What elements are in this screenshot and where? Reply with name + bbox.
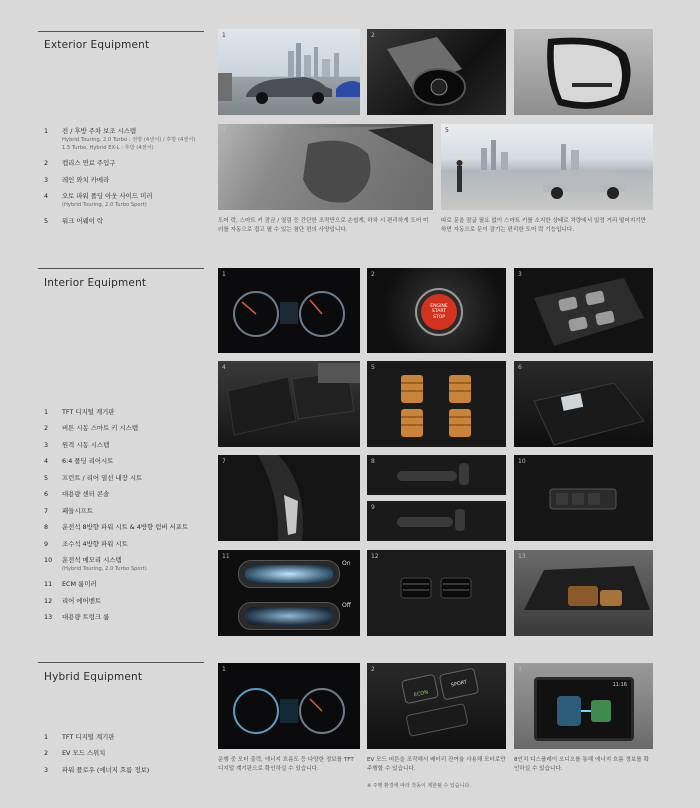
screen-time: 11:16 bbox=[612, 682, 627, 688]
memory-buttons-art bbox=[514, 455, 653, 541]
side-mirror-art bbox=[514, 29, 653, 115]
interior-item: 13 대용량 트렁크 룸 bbox=[44, 613, 110, 622]
interior-list bbox=[44, 408, 219, 630]
exterior-caption-5: 따로 문을 잠글 필요 없이 스마트 키를 소지한 상태로 차량에서 일정 거리 떨어지기만 하면 자동으로 문이 잠기는 편리한 도어 락 기능입니다. bbox=[441, 218, 647, 233]
interior-photo-memory-system: 10 bbox=[514, 455, 653, 541]
interior-item: 12 리어 에어벤트 bbox=[44, 596, 102, 605]
center-console-art bbox=[514, 361, 653, 447]
rear-seat-art bbox=[218, 361, 360, 447]
interior-photo-rear-seat: 4 bbox=[218, 361, 360, 447]
hybrid-photo-power-flow: 3 11:16 bbox=[514, 663, 653, 749]
passenger-seat-switch-art bbox=[367, 501, 506, 541]
sedan-city-art bbox=[218, 29, 360, 115]
econ-button: ECON bbox=[401, 674, 439, 705]
hybrid-photo-tft-cluster: 1 bbox=[218, 663, 360, 749]
interior-photo-driver-power-seat: 8 bbox=[367, 455, 506, 495]
exterior-photo-sedan-city: 1 bbox=[218, 29, 360, 115]
hybrid-title: Hybrid Equipment bbox=[44, 671, 143, 683]
hybrid-cluster-art bbox=[218, 663, 360, 749]
ecm-on-label: On bbox=[342, 560, 351, 567]
smart-key-art bbox=[514, 268, 653, 353]
interior-item: 5 프런트 / 리어 열선 내장 시트 bbox=[44, 473, 143, 482]
hybrid-rule bbox=[38, 662, 204, 663]
display-audio-screen bbox=[534, 677, 634, 741]
hybrid-photo-ev-switch: 2 ECON SPORT bbox=[367, 663, 506, 749]
hybrid-list bbox=[44, 733, 219, 782]
hybrid-caption-1: 운행 중 모터 출력, 에너지 흐름도 등 다양한 정보를 TFT 디지털 계기판으로 확인하실 수 있습니다. bbox=[218, 757, 354, 772]
driver-seat-switch-art bbox=[367, 455, 506, 495]
exterior-title: Exterior Equipment bbox=[44, 39, 150, 51]
interior-title: Interior Equipment bbox=[44, 277, 147, 289]
exterior-item: 2 캡리스 연료 주입구 bbox=[44, 159, 116, 168]
sport-button: SPORT bbox=[439, 668, 480, 701]
rear-vent-art bbox=[367, 550, 506, 636]
exterior-item: 5 워크 어웨이 락 bbox=[44, 216, 104, 225]
hybrid-item: 2 EV 모드 스위치 bbox=[44, 749, 106, 758]
interior-item: 10 운전석 메모리 시스템 (Hybrid Touring, 2.0 Turbo Sport) bbox=[44, 555, 147, 572]
interior-item: 6 대용량 센터 콘솔 bbox=[44, 490, 110, 499]
folding-mirror-art bbox=[218, 124, 433, 210]
exterior-rule bbox=[38, 31, 204, 32]
ecm-off-label: Off bbox=[342, 602, 351, 609]
heated-seats-art bbox=[367, 361, 506, 447]
exterior-caption-4: 도어 락, 스마트 키 잠금 / 열림 등 간단한 조작만으로 손쉽게, 하차 시 편리하게 도어 미러를 자동으로 접고 펼 수 있는 첨단 편의 사양입니다. bbox=[218, 218, 429, 233]
interior-item: 4 6:4 폴딩 리어시트 bbox=[44, 457, 114, 466]
hybrid-item: 3 파워 플로우 (에너지 흐름 정보) bbox=[44, 765, 150, 774]
interior-item: 7 패들시프트 bbox=[44, 506, 93, 515]
interior-photo-start-button: 2 ENGINE START STOP bbox=[367, 268, 506, 353]
exterior-photo-folding-mirror: 4 bbox=[218, 124, 433, 210]
ev-mode-button bbox=[405, 703, 468, 737]
interior-item: 3 원격 시동 시스템 bbox=[44, 440, 110, 449]
interior-photo-passenger-power-seat: 9 bbox=[367, 501, 506, 541]
exterior-item: 3 레인 와치 카메라 bbox=[44, 175, 110, 184]
interior-item: 8 운전석 8방향 파워 시트 & 4방향 럼버 서포트 bbox=[44, 523, 189, 532]
interior-item: 11 ECM 룸미러 bbox=[44, 580, 97, 589]
walk-away-art bbox=[441, 124, 653, 210]
fuel-inlet-art bbox=[367, 29, 506, 115]
hybrid-item: 1 TFT 디지털 계기판 bbox=[44, 733, 115, 741]
exterior-item: 4 오토 파워 폴딩 아웃 사이드 미러 (Hybrid Touring, 2.0 Turbo Sport) bbox=[44, 192, 153, 208]
interior-item: 1 TFT 디지털 계기판 bbox=[44, 408, 115, 416]
hybrid-caption-3: 8인치 디스플레이 오디오를 통해 에너지 흐름 정보를 확인하실 수 있습니다. bbox=[514, 757, 649, 772]
interior-rule bbox=[38, 268, 204, 269]
interior-photo-heated-seats: 5 bbox=[367, 361, 506, 447]
exterior-item: 1 전 / 후방 주차 보조 시스템 Hybrid Touring, 2.0 Turbo : 전방 (4센서) / 후방 (4센서) 1.5 Turbo, Hybrid EX-L : 후방 (4센서) bbox=[44, 127, 196, 151]
hybrid-note-2: ※ 주행 환경에 따라 작동이 제한될 수 있습니다. bbox=[367, 783, 471, 789]
interior-photo-center-console: 6 bbox=[514, 361, 653, 447]
hybrid-caption-2: EV 모드 버튼을 조작해서 배터리 잔여율 사용해 모터로만 주행할 수 있습니다. bbox=[367, 757, 506, 772]
interior-item: 2 버튼 시동 스마트 키 시스템 bbox=[44, 424, 139, 433]
interior-photo-paddle-shifter: 7 bbox=[218, 455, 360, 541]
exterior-photo-fuel-inlet: 2 bbox=[367, 29, 506, 115]
engine-start-button: ENGINE START STOP bbox=[415, 288, 463, 336]
exterior-photo-walk-away: 5 bbox=[441, 124, 653, 210]
interior-photo-tft-cluster: 1 bbox=[218, 268, 360, 353]
interior-photo-smart-key: 3 bbox=[514, 268, 653, 353]
paddle-shifter-art bbox=[218, 455, 360, 541]
interior-item: 9 조수석 4방향 파워 시트 bbox=[44, 539, 128, 548]
tft-cluster-art bbox=[218, 268, 360, 353]
interior-photo-ecm-mirror: 11 On Off bbox=[218, 550, 360, 636]
trunk-art bbox=[514, 550, 653, 636]
interior-photo-trunk: 13 bbox=[514, 550, 653, 636]
exterior-list bbox=[44, 127, 219, 233]
power-flow-art bbox=[537, 680, 631, 738]
interior-photo-rear-vent: 12 bbox=[367, 550, 506, 636]
exterior-photo-side-mirror: 3 bbox=[514, 29, 653, 115]
